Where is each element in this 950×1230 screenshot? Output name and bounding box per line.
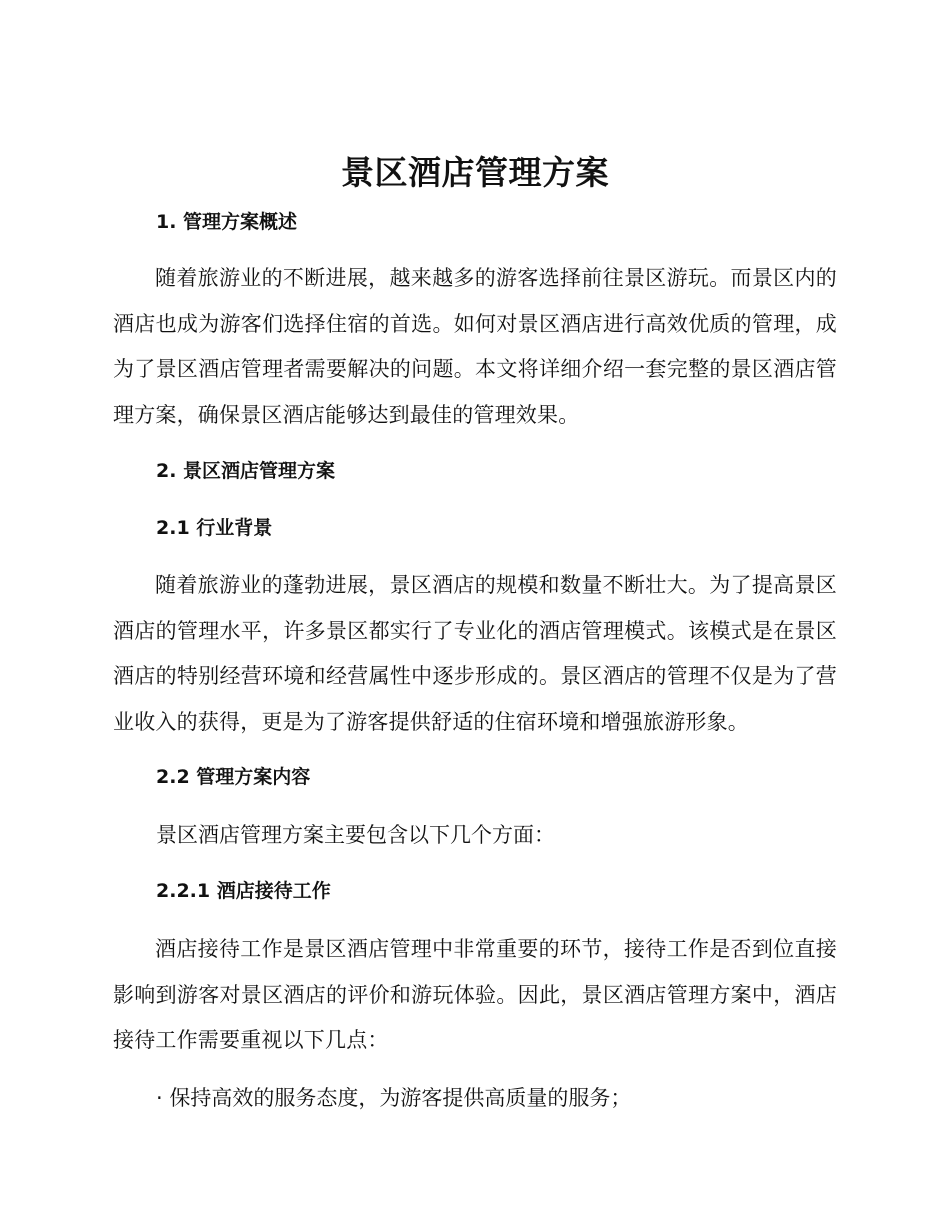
plan-content-intro: 景区酒店管理方案主要包含以下几个方面： (156, 823, 555, 847)
section-heading-plan: 2. 景区酒店管理方案 (156, 460, 336, 482)
section-heading-background: 2.1 行业背景 (156, 517, 273, 539)
bullet-item: · 保持高效的服务态度，为游客提供高质量的服务； (156, 1086, 632, 1110)
section-heading-plan-content: 2.2 管理方案内容 (156, 766, 311, 788)
paragraph-overview: 随着旅游业的不断进展，越来越多的游客选择前往景区游玩。而景区内的酒店也成为游客们选择住宿的首选。如何对景区酒店进行高效优质的管理，成为了景区酒店管理者需要解决的问题。本文将详细介绍一套完整的景区酒店管理方案，确保景区酒店能够达到最佳的管理效果。 (113, 266, 837, 427)
paragraph-background: 随着旅游业的蓬勃进展，景区酒店的规模和数量不断壮大。为了提高景区酒店的管理水平，许多景区都实行了专业化的酒店管理模式。该模式是在景区酒店的特别经营环境和经营属性中逐步形成的。景区酒店的管理不仅是为了营业收入的获得，更是为了游客提供舒适的住宿环境和增强旅游形象。 (113, 573, 837, 734)
section-heading-reception: 2.2.1 酒店接待工作 (156, 880, 331, 902)
section-heading-overview: 1. 管理方案概述 (156, 211, 298, 233)
paragraph-reception: 酒店接待工作是景区酒店管理中非常重要的环节，接待工作是否到位直接影响到游客对景区酒店的评价和游玩体验。因此，景区酒店管理方案中，酒店接待工作需要重视以下几点： (113, 937, 837, 1052)
document-title: 景区酒店管理方案 (341, 153, 609, 192)
